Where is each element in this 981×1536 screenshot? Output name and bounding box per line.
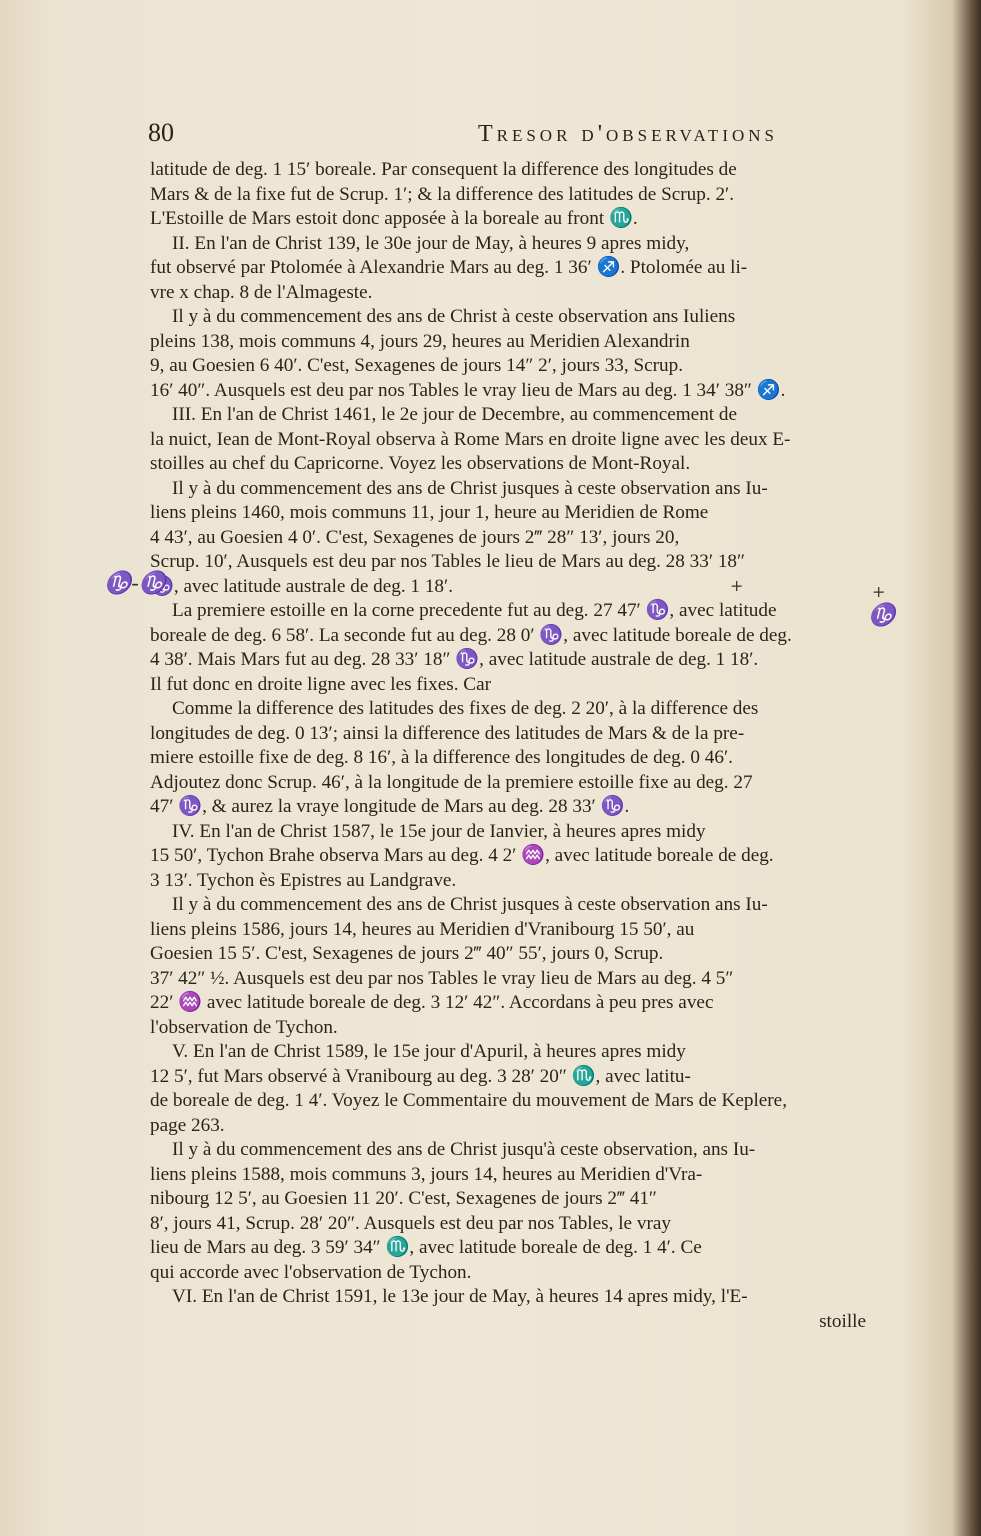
text-line: ♑, avec latitude australe de deg. 1 18′.	[150, 575, 453, 597]
text-line: La premiere estoille en la corne precedente fut au deg. 27 47′ ♑, avec latitude	[172, 600, 777, 621]
margin-annotation-left: ♑-♑	[104, 570, 167, 595]
text-line: de boreale de deg. 1 4′. Voyez le Commentaire du mouvement de Mars de Keplere,	[150, 1090, 787, 1111]
text-line: 9, au Goesien 6 40′. C'est, Sexagenes de jours 14″ 2′, jours 33, Scrup.	[150, 355, 684, 376]
text-line: Mars & de la fixe fut de Scrup. 1′; & la difference des latitudes de Scrup. 2′.	[150, 183, 735, 205]
text-line: 37′ 42″ ½. Ausquels est deu par nos Tables le vray lieu de Mars au deg. 4 5″	[150, 967, 734, 989]
body-text	[150, 158, 866, 1334]
text-line: liens pleins 1460, mois communs 11, jour 1, heure au Meridien de Rome	[150, 502, 709, 523]
text-line: 22′ ♒ avec latitude boreale de deg. 3 12′ 42″. Accordans à peu pres avec	[150, 992, 714, 1013]
running-head	[148, 118, 778, 148]
text-line: latitude de deg. 1 15′ boreale. Par consequent la difference des longitudes de	[150, 159, 737, 180]
text-line: longitudes de deg. 0 13′; ainsi la difference des latitudes de Mars & de la pre-	[150, 722, 745, 744]
text-line: Il y à du commencement des ans de Christ jusques à ceste observation ans Iu-	[172, 477, 768, 499]
text-line: Il y à du commencement des ans de Christ à ceste observation ans Iuliens	[172, 306, 736, 327]
ink-cross-mark: +	[730, 576, 744, 595]
text-line: Il y à du commencement des ans de Christ jusqu'à ceste observation, ans Iu-	[172, 1139, 756, 1160]
margin-annotation-right: ♑	[868, 602, 896, 627]
text-line: 47′ ♑, & aurez la vraye longitude de Mars au deg. 28 33′ ♑.	[150, 796, 630, 817]
text-line: V. En l'an de Christ 1589, le 15e jour d'Apuril, à heures apres midy	[172, 1041, 686, 1062]
text-line: 16′ 40″. Ausquels est deu par nos Tables le vray lieu de Mars au deg. 1 34′ 38″ ♐.	[150, 379, 786, 401]
text-line: Goesien 15 5′. C'est, Sexagenes de jours 2‴ 40″ 55′, jours 0, Scrup.	[150, 943, 664, 964]
text-line: vre x chap. 8 de l'Almageste.	[150, 281, 373, 303]
text-line: II. En l'an de Christ 139, le 30e jour de May, à heures 9 apres midy,	[172, 232, 690, 254]
text-line: page 263.	[150, 1114, 225, 1136]
text-line: IV. En l'an de Christ 1587, le 15e jour de Ianvier, à heures apres midy	[172, 820, 706, 842]
text-line: VI. En l'an de Christ 1591, le 13e jour de May, à heures 14 apres midy, l'E-	[172, 1286, 748, 1307]
text-line: 8′, jours 41, Scrup. 28′ 20″. Ausquels est deu par nos Tables, le vray	[150, 1212, 671, 1234]
text-line: stoille	[819, 1310, 866, 1332]
running-title: Tresor d'observations	[477, 121, 778, 147]
text-line: la nuict, Iean de Mont-Royal observa à Rome Mars en droite ligne avec les deux E-	[150, 428, 791, 450]
text-line: Il fut donc en droite ligne avec les fixes. Car	[150, 673, 491, 695]
text-line: III. En l'an de Christ 1461, le 2e jour de Decembre, au commencement de	[172, 404, 738, 425]
text-line: 12 5′, fut Mars observé à Vranibourg au deg. 3 28′ 20″ ♏, avec latitu-	[150, 1065, 691, 1087]
text-line: 4 43′, au Goesien 4 0′. C'est, Sexagenes de jours 2‴ 28″ 13′, jours 20,	[150, 526, 680, 548]
text-line: lieu de Mars au deg. 3 59′ 34″ ♏, avec latitude boreale de deg. 1 4′. Ce	[150, 1237, 702, 1258]
text-line: miere estoille fixe de deg. 8 16′, à la difference des longitudes de deg. 0 46′.	[150, 747, 733, 768]
text-line: boreale de deg. 6 58′. La seconde fut au deg. 28 0′ ♑, avec latitude boreale de deg.	[150, 624, 792, 646]
text-line: liens pleins 1586, jours 14, heures au Meridien d'Vranibourg 15 50′, au	[150, 918, 695, 940]
text-line: pleins 138, mois communs 4, jours 29, heures au Meridien Alexandrin	[150, 330, 690, 352]
page-number: 80	[148, 118, 174, 147]
text-line: 15 50′, Tychon Brahe observa Mars au deg. 4 2′ ♒, avec latitude boreale de deg.	[150, 845, 774, 866]
text-line: Il y à du commencement des ans de Christ jusques à ceste observation ans Iu-	[172, 894, 768, 915]
text-line: L'Estoille de Mars estoit donc apposée à la boreale au front ♏.	[150, 208, 638, 229]
text-line: Adjoutez donc Scrup. 46′, à la longitude de la premiere estoille fixe au deg. 27	[150, 771, 753, 793]
text-line: 4 38′. Mais Mars fut au deg. 28 33′ 18″ ♑, avec latitude australe de deg. 1 18′.	[150, 649, 759, 670]
text-line: 3 13′. Tychon ès Epistres au Landgrave.	[150, 869, 457, 891]
text-line: Comme la difference des latitudes des fixes de deg. 2 20′, à la difference des	[172, 698, 759, 719]
text-line: fut observé par Ptolomée à Alexandrie Mars au deg. 1 36′ ♐. Ptolomée au li-	[150, 257, 748, 278]
text-line: Scrup. 10′, Ausquels est deu par nos Tables le lieu de Mars au deg. 28 33′ 18″	[150, 551, 746, 572]
ink-cross-mark: +	[872, 582, 886, 601]
text-line: nibourg 12 5′, au Goesien 11 20′. C'est, Sexagenes de jours 2‴ 41″	[150, 1188, 657, 1209]
text-line: liens pleins 1588, mois communs 3, jours 14, heures au Meridien d'Vra-	[150, 1163, 703, 1185]
text-line: stoilles au chef du Capricorne. Voyez les observations de Mont-Royal.	[150, 453, 691, 474]
text-line: qui accorde avec l'observation de Tychon.	[150, 1261, 472, 1283]
text-line: l'observation de Tychon.	[150, 1016, 338, 1038]
